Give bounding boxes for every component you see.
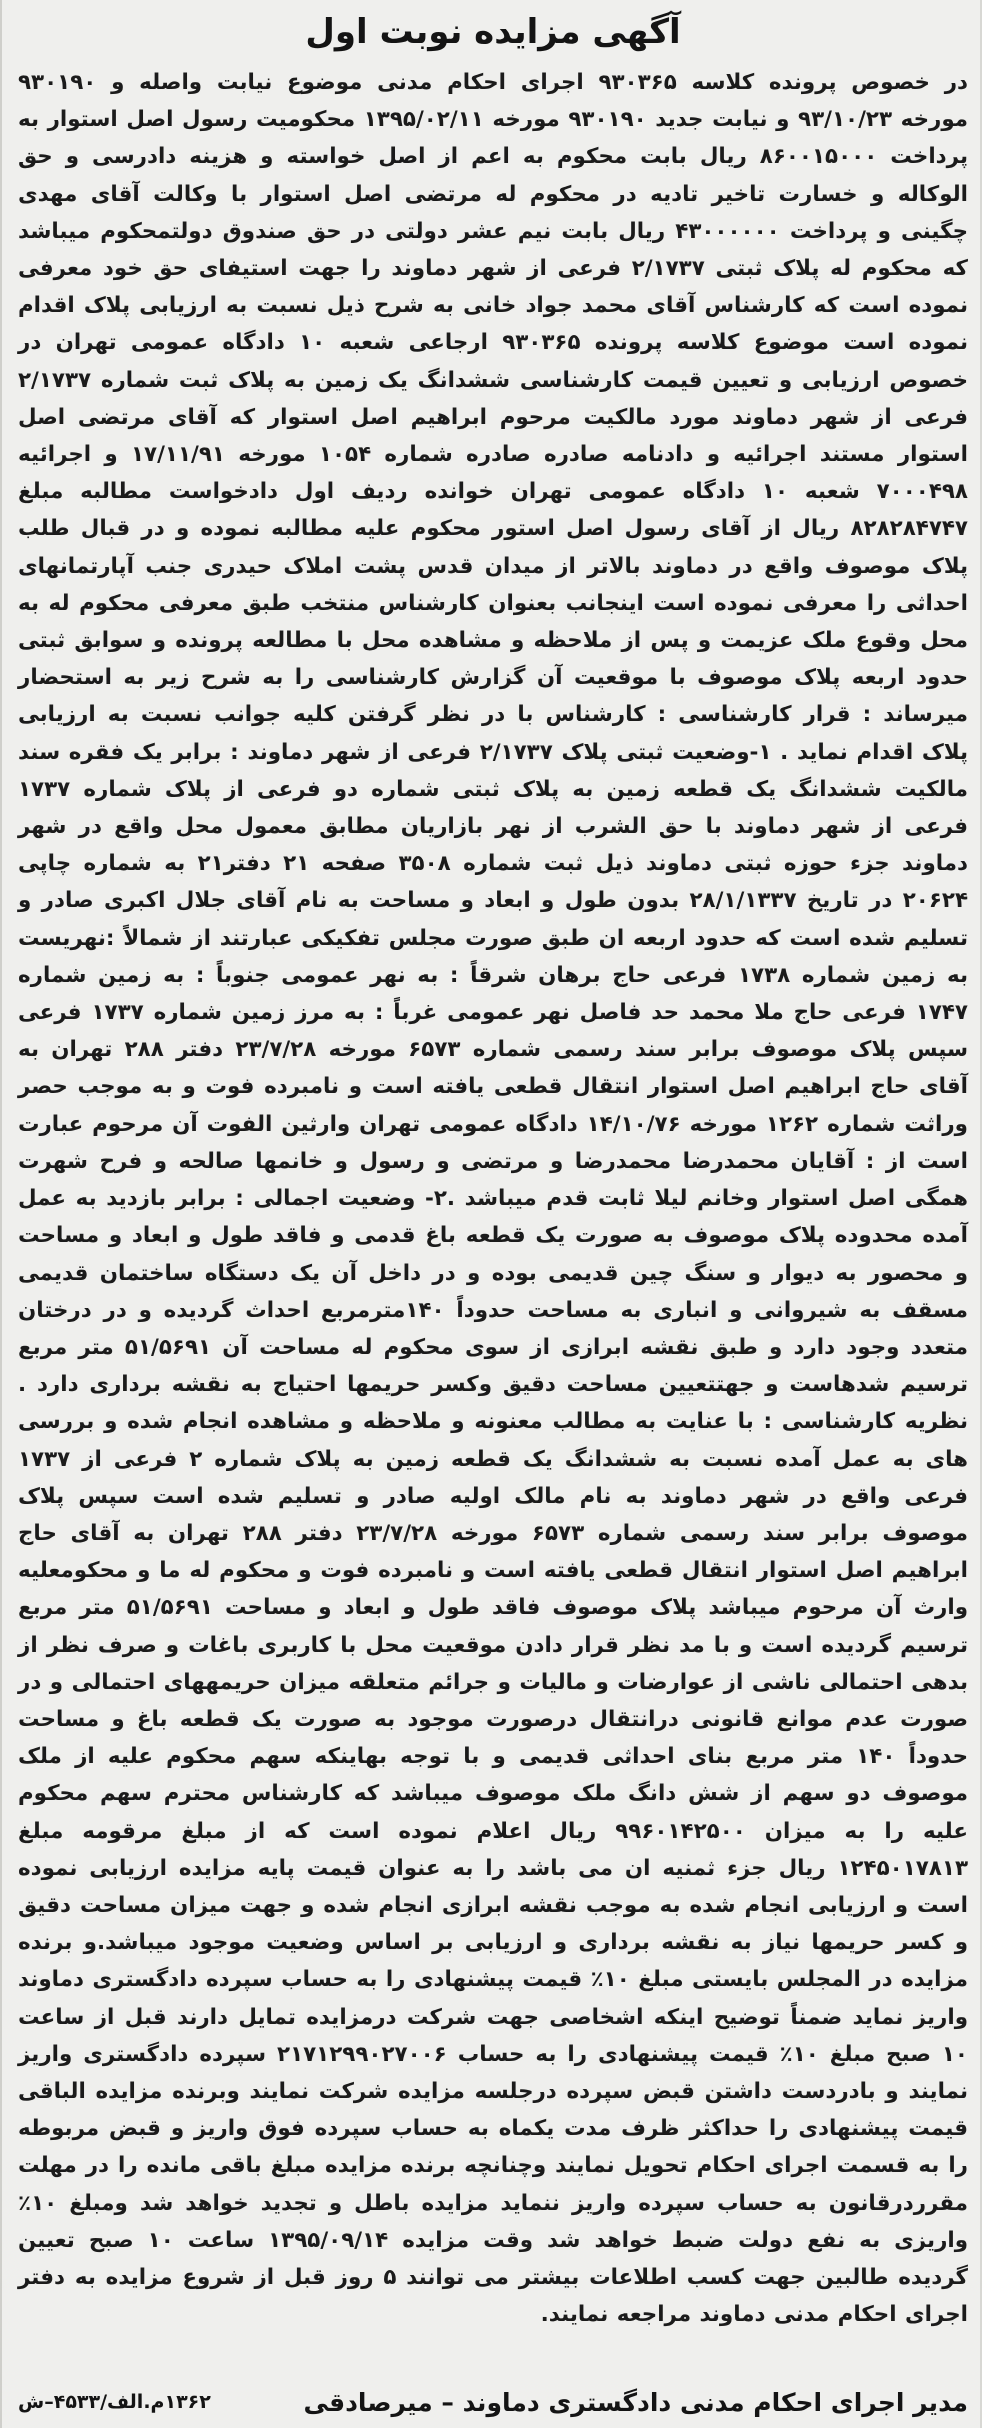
reference-code: ۱۳۶۲م.الف/۴۵۳۳–ش [18, 2391, 211, 2413]
notice-body: در خصوص پرونده کلاسه ۹۳۰۳۶۵ اجرای احکام مدنی موضوع نیابت واصله و ۹۳۰۱۹۰ مورخه ۹۳/۱۰/۲۳ و نیابت جدید ۹۳۰۱۹۰ مورخه ۱۳۹۵/۰۲/۱۱ محکومیت رسول اصل استوار به پرداخت ۸۶۰۰۱۵۰۰۰ ریال بابت محکوم به اعم از اصل خواسته و هزینه دادرسی و حق الوکاله و خسارت تاخیر تادیه در محکوم له مرتضی اصل استوار با وکالت آقای مهدی چگینی و پرداخت ۴۳۰۰۰۰۰۰ ریال بابت نیم عشر دولتی در حق صندوق دولتمحکوم میباشد که محکوم له پلاک ثبتی ۲/۱۷۳۷ فرعی از شهر دماوند را جهت استیفای حق خود معرفی نموده است که کارشناس آقای محمد جواد خانی به شرح ذیل نسبت به ارزیابی پلاک اقدام نموده است موضوع کلاسه پرونده ۹۳۰۳۶۵ ارجاعی شعبه ۱۰ دادگاه عمومی تهران در خصوص ارزیابی و تعیین قیمت کارشناسی ششدانگ یک زمین به پلاک ثبت شماره ۲/۱۷۳۷ فرعی از شهر دماوند مورد مالکیت مرحوم ابراهیم اصل استوار که آقای مرتضی اصل استوار مستند اجرائیه و دادنامه صادره صادره شماره ۱۰۵۴ مورخه ۱۷/۱۱/۹۱ و اجرائیه ۷۰۰۰۴۹۸ شعبه ۱۰ دادگاه عمومی تهران خوانده ردیف اول دادخواست مطالبه مبلغ ۸۲۸۲۸۴۷۴۷ ریال از آقای رسول اصل استور محکوم علیه مطالبه نموده و در قبال طلب پلاک موصوف واقع در دماوند بالاتر از میدان قدس پشت املاک حیدری جنب آپارتمانهای احداثی را معرفی نموده است اینجانب بعنوان کارشناس منتخب طبق معرفی محکوم له به محل وقوع ملک عزیمت و پس از ملاحظه و مشاهده محل با مطالعه پرونده و سوابق ثبتی حدود اربعه پلاک موصوف با موقعیت آن گزارش کارشناسی را به شرح زیر به استحضار میرساند : قرار کارشناسی : کارشناس با در نظر گرفتن کلیه جوانب نسبت به ارزیابی پلاک اقدام نماید . ۱-وضعیت ثبتی پلاک ۲/۱۷۳۷ فرعی از شهر دماوند : برابر یک فقره سند مالکیت ششدانگ یک قطعه زمین به پلاک ثبتی شماره دو فرعی از پلاک شماره ۱۷۳۷ فرعی از شهر دماوند با حق الشرب از نهر بازاریان مطابق معمول محل واقع در شهر دماوند جزء حوزه ثبتی دماوند ذیل ثبت شماره ۳۵۰۸ صفحه ۲۱ دفتر۲۱ به شماره چاپی ۲۰۶۲۴ در تاریخ ۲۸/۱/۱۳۳۷ بدون طول و ابعاد و مساحت به نام آقای جلال اکبری صادر و تسلیم شده است که حدود اربعه ان طبق صورت مجلس تفکیکی عبارتند از شمالاً :نهریست به زمین شماره ۱۷۳۸ فرعی حاج برهان شرقاً : به نهر عمومی جنوباً : به زمین شماره ۱۷۴۷ فرعی حاج ملا محمد حد فاصل نهر عمومی غرباً : به مرز زمین شماره ۱۷۳۷ فرعی سپس پلاک موصوف برابر سند رسمی شماره ۶۵۷۳ مورخه ۲۳/۷/۲۸ دفتر ۲۸۸ تهران به آقای حاج ابراهیم اصل استوار انتقال قطعی یافته است و نامبرده فوت و به موجب حصر وراثت شماره ۱۲۶۲ مورخه ۱۴/۱۰/۷۶ دادگاه عمومی تهران وارثین الفوت آن مرحوم عبارت است از : آقایان محمدرضا محمدرضا و مرتضی و رسول و خانمها صالحه و فرح شهرت همگی اصل استوار وخانم لیلا ثابت قدم میباشد .۲- وضعیت اجمالی : برابر بازدید به عمل آمده محدوده پلاک موصوف به صورت یک قطعه باغ قدمی و فاقد طول و ابعاد و مساحت و محصور به دیوار و سنگ چین قدیمی بوده و در داخل آن یک دستگاه ساختمان قدیمی مسقف به شیروانی و انباری به مساحت حدوداً ۱۴۰مترمربع احداث گردیده و در درختان متعدد وجود دارد و طبق نقشه ابرازی از سوی محکوم له مساحت آن ۵۱/۵۶۹۱ متر مربع ترسیم شدهاست و جهتتعیین مساحت دقیق وکسر حریمها احتیاج به نقشه برداری دارد . نظریه کارشناسی : با عنایت به مطالب معنونه و ملاحظه و مشاهده انجام شده و بررسی های به عمل آمده نسبت به ششدانگ یک قطعه زمین به پلاک شماره ۲ فرعی از ۱۷۳۷ فرعی واقع در شهر دماوند به نام مالک اولیه صادر و تسلیم شده است سپس پلاک موصوف برابر سند رسمی شماره ۶۵۷۳ مورخه ۲۳/۷/۲۸ دفتر ۲۸۸ تهران به آقای حاج ابراهیم اصل استوار انتقال قطعی یافته است و نامبرده فوت و محکوم له ما و محکومعلیه وارث آن مرحوم میباشد پلاک موصوف فاقد طول و ابعاد و مساحت ۵۱/۵۶۹۱ متر مربع ترسیم گردیده است و با مد نظر قرار دادن موقعیت محل با کاربری باغات و صرف نظر از بدهی احتمالی ناشی از عوارضات و مالیات و جرائم متعلقه میزان حریمههای احتمالی و در صورت عدم موانع قانونی درانتقال درصورت موجود به صورت یک قطعه باغ و مساحت حدوداً ۱۴۰ متر مربع بنای احداثی قدیمی و با توجه بهاینکه سهم محکوم علیه از ملک موصوف دو سهم از شش دانگ ملک موصوف میباشد که کارشناس محترم سهم محکوم علیه را به میزان ۹۹۶۰۱۴۲۵۰۰ ریال اعلام نموده است که از مبلغ مرقومه مبلغ ۱۲۴۵۰۱۷۸۱۳ ریال جزء ثمنیه ان می باشد را به عنوان قیمت پایه مزایده ارزیابی نموده است و ارزیابی انجام شده به موجب نقشه ابرازی انجام شده و جهت میزان مساحت دقیق و کسر حریمها نیاز به نقشه برداری و ارزیابی بر اساس وضعیت موجود میباشد.و برنده مزایده در المجلس بایستی مبلغ ۱۰٪ قیمت پیشنهادی را به حساب سپرده دادگستری دماوند واریز نماید ضمناً توضیح اینکه اشخاصی جهت شرکت درمزایده تمایل دارند قبل از ساعت ۱۰ صبح مبلغ ۱۰٪ قیمت پیشنهادی را به حساب ۲۱۷۱۲۹۹۰۲۷۰۰۶ سپرده دادگستری واریز نمایند و بادردست داشتن قبض سپرده درجلسه مزایده شرکت نمایند وبرنده مزایده الباقی قیمت پیشنهادی را حداکثر ظرف مدت یکماه به حساب سپرده فوق واریز و قبض مربوطه را به قسمت اجرای احکام تحویل نمایند وچنانچه برنده مزایده مبلغ باقی مانده را در مهلت مقرردرقانون به حساب سپرده واریز ننماید مزایده باطل و تجدید خواهد شد ومبلغ ۱۰٪ واریزی به نفع دولت ضبط خواهد شد وقت مزایده ۱۳۹۵/۰۹/۱۴ ساعت ۱۰ صبح تعیین گردیده طالبین جهت کسب اطلاعات بیشتر می توانند ۵ روز قبل از شروع مزایده به دفتر اجرای احکام مدنی دماوند مراجعه نمایند. [18, 70, 969, 2328]
notice-title: آگهی مزایده نوبت اول [305, 12, 681, 52]
signature-line: مدیر اجرای احکام مدنی دادگستری دماوند – میرصادقی [303, 2387, 968, 2417]
notice-footer [18, 2382, 968, 2422]
